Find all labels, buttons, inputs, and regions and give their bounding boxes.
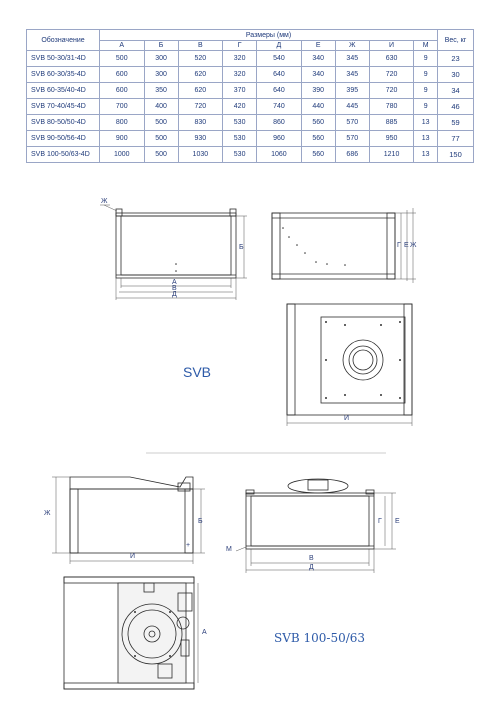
dimension-cell: 1210	[369, 147, 414, 163]
dim-a-label: А	[172, 279, 177, 286]
dimension-cell: 540	[257, 51, 302, 67]
dimension-cell: 570	[335, 115, 369, 131]
dimension-cell: 500	[144, 115, 178, 131]
dimension-cell: 740	[257, 99, 302, 115]
dimension-cell: 420	[223, 99, 257, 115]
dimension-header: И	[369, 41, 414, 51]
dimension-cell: 500	[144, 131, 178, 147]
col-designation: Обозначение	[27, 30, 100, 51]
dim-d-label: Д	[172, 291, 177, 298]
dimension-cell: 570	[335, 131, 369, 147]
dimension-cell: 700	[100, 99, 145, 115]
svg-text:+: +	[186, 542, 191, 549]
dimension-cell: 400	[144, 99, 178, 115]
dim-b-label-bottom: Б	[198, 518, 203, 525]
dim-e-label: Е	[404, 242, 409, 249]
dimension-cell: 320	[223, 51, 257, 67]
dimension-cell: 340	[301, 67, 335, 83]
dimension-cell: 395	[335, 83, 369, 99]
dimension-cell: 13	[414, 115, 438, 131]
dimension-cell: 440	[301, 99, 335, 115]
dimension-cell: 640	[257, 83, 302, 99]
model-cell: SVB 60-30/35-4D	[27, 67, 100, 83]
weight-cell: 34	[438, 83, 474, 99]
dimension-cell: 686	[335, 147, 369, 163]
dimension-header: Г	[223, 41, 257, 51]
dimension-cell: 600	[100, 83, 145, 99]
model-cell: SVB 90-50/56-4D	[27, 131, 100, 147]
dimension-cell: 300	[144, 51, 178, 67]
dimension-cell: 960	[257, 131, 302, 147]
dimension-cell: 13	[414, 147, 438, 163]
dimension-cell: 860	[257, 115, 302, 131]
dimension-cell: 500	[100, 51, 145, 67]
dimension-header: М	[414, 41, 438, 51]
dimension-cell: 720	[369, 83, 414, 99]
dimension-cell: 530	[223, 131, 257, 147]
dim-g-label: Г	[397, 242, 401, 249]
svb100-label: SVB 100-50/63	[274, 631, 366, 645]
dimension-cell: 930	[178, 131, 223, 147]
dimension-cell: 500	[144, 147, 178, 163]
dimension-cell: 13	[414, 131, 438, 147]
weight-cell: 59	[438, 115, 474, 131]
dimension-header: А	[100, 41, 145, 51]
svb-label: SVB	[183, 364, 212, 380]
dim-m-label-bottom: М	[226, 546, 232, 553]
dimension-header: В	[178, 41, 223, 51]
dimension-cell: 320	[223, 67, 257, 83]
weight-cell: 77	[438, 131, 474, 147]
dimension-cell: 620	[178, 83, 223, 99]
dimension-cell: 445	[335, 99, 369, 115]
dimension-cell: 350	[144, 83, 178, 99]
dimension-cell: 1030	[178, 147, 223, 163]
weight-cell: 150	[438, 147, 474, 163]
dimension-header: Ж	[335, 41, 369, 51]
dimension-cell: 9	[414, 51, 438, 67]
dimension-cell: 560	[301, 115, 335, 131]
dimension-cell: 520	[178, 51, 223, 67]
weight-cell: 46	[438, 99, 474, 115]
dimension-cell: 640	[257, 67, 302, 83]
dimension-cell: 345	[335, 67, 369, 83]
dimension-cell: 345	[335, 51, 369, 67]
dimension-cell: 600	[100, 67, 145, 83]
dimension-cell: 830	[178, 115, 223, 131]
dimension-cell: 530	[223, 115, 257, 131]
dimension-header: Е	[301, 41, 335, 51]
dimension-cell: 530	[223, 147, 257, 163]
dimension-cell: 370	[223, 83, 257, 99]
dimension-cell: 720	[178, 99, 223, 115]
dim-g-label-bottom: Г	[378, 518, 382, 525]
dim-zh-label: Ж	[101, 198, 108, 205]
dimension-cell: 630	[369, 51, 414, 67]
dimension-cell: 560	[301, 147, 335, 163]
dimension-cell: 900	[100, 131, 145, 147]
dimension-cell: 390	[301, 83, 335, 99]
dimension-cell: 800	[100, 115, 145, 131]
dimension-cell: 9	[414, 99, 438, 115]
dim-v-label-bottom: В	[309, 555, 314, 562]
dimension-cell: 300	[144, 67, 178, 83]
dim-a-label-bottom: А	[202, 629, 207, 636]
dimension-cell: 780	[369, 99, 414, 115]
model-cell: SVB 50-30/31-4D	[27, 51, 100, 67]
dimension-cell: 9	[414, 67, 438, 83]
dim-e-label-bottom: Е	[395, 518, 400, 525]
dimension-cell: 1060	[257, 147, 302, 163]
col-weight: Вес, кг	[438, 30, 474, 51]
dimension-header: Б	[144, 41, 178, 51]
dimension-header: Д	[257, 41, 302, 51]
weight-cell: 23	[438, 51, 474, 67]
model-cell: SVB 70-40/45-4D	[27, 99, 100, 115]
dimension-cell: 340	[301, 51, 335, 67]
model-cell: SVB 100-50/63-4D	[27, 147, 100, 163]
dim-d-label-bottom: Д	[309, 564, 314, 571]
dimension-cell: 950	[369, 131, 414, 147]
model-cell: SVB 60-35/40-4D	[27, 83, 100, 99]
dim-v-label: В	[172, 285, 177, 292]
dim-i-label: И	[344, 415, 350, 422]
dim-i-label-bottom: И	[130, 553, 136, 560]
dimension-cell: 1000	[100, 147, 145, 163]
dimension-cell: 885	[369, 115, 414, 131]
dimension-cell: 9	[414, 83, 438, 99]
dimension-cell: 560	[301, 131, 335, 147]
dimension-cell: 620	[178, 67, 223, 83]
group-dimensions: Размеры (мм)	[100, 30, 438, 41]
dimension-cell: 720	[369, 67, 414, 83]
model-cell: SVB 80-50/50-4D	[27, 115, 100, 131]
dim-b-label: Б	[239, 244, 244, 251]
dim-zh-label-bottom: Ж	[44, 510, 51, 517]
dim-zh-side-label: Ж	[410, 242, 417, 249]
weight-cell: 30	[438, 67, 474, 83]
